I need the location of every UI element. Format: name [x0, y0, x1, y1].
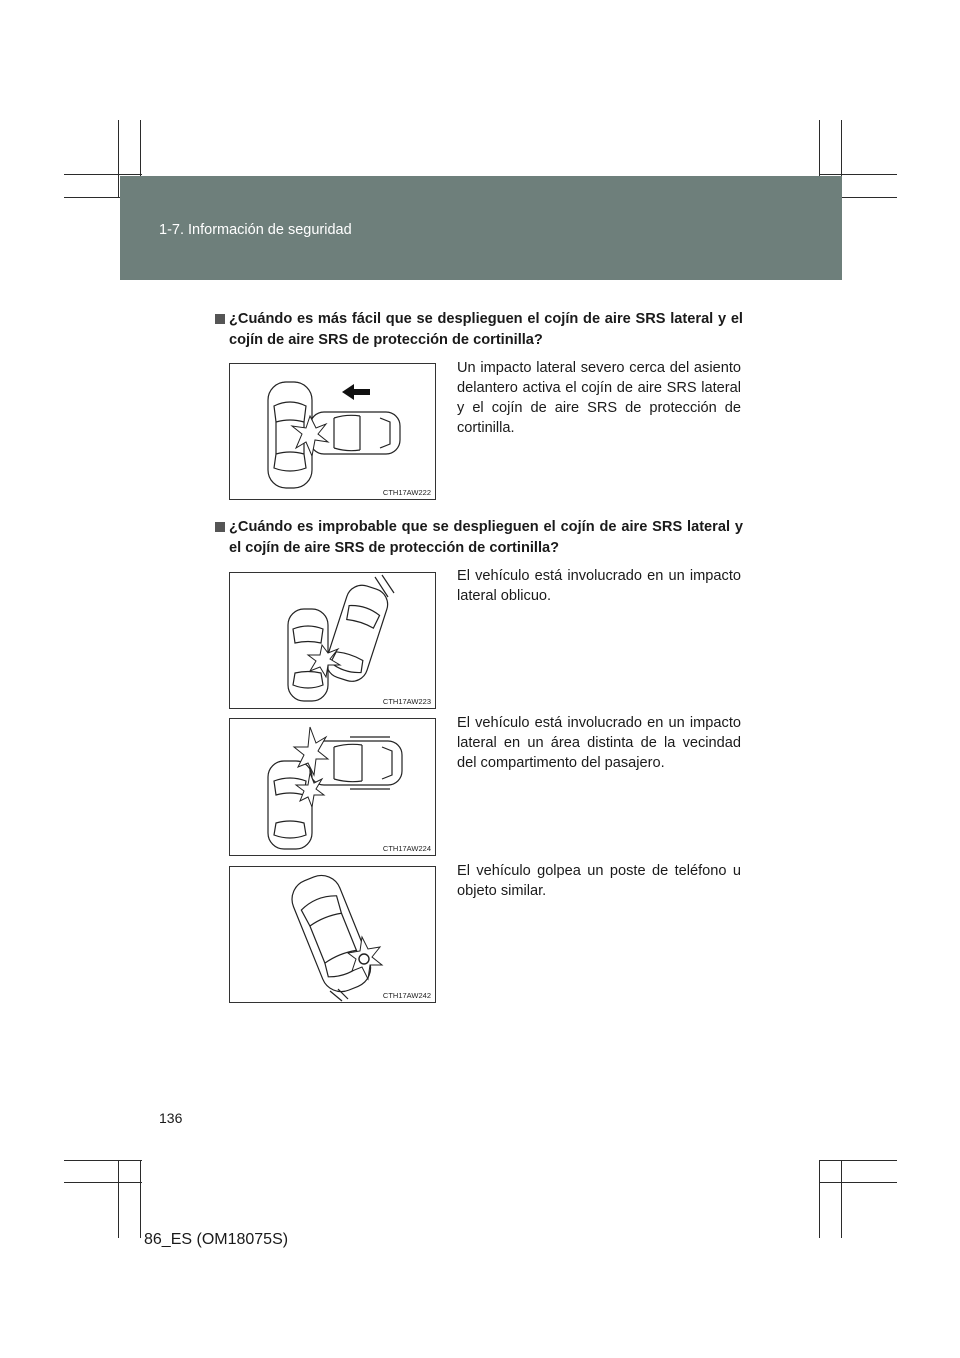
figure-rear-side-impact: [229, 718, 436, 856]
figure-description: El vehículo está involucrado en un impacto lateral en un área distinta de la vecindad del compartimento del pasajero.: [457, 715, 741, 771]
crop-mark: [118, 1160, 119, 1238]
question-heading: [215, 517, 743, 559]
figure-code: CTH17AW242: [382, 991, 431, 1000]
collision-illustration: [230, 364, 435, 499]
crop-mark: [819, 1182, 897, 1183]
crop-mark: [819, 174, 897, 175]
collision-illustration: [230, 719, 435, 855]
document-id: 86_ES (OM18075S): [144, 1231, 289, 1248]
heading-text: ¿Cuándo es improbable que se desplieguen el cojín de aire SRS lateral y el cojín de aire SRS de protección de cortinilla?: [229, 519, 743, 556]
crop-mark: [140, 1160, 141, 1238]
crop-mark: [118, 120, 119, 198]
figure-oblique-impact: [229, 572, 436, 709]
figure-description: El vehículo golpea un poste de teléfono u objeto similar.: [457, 863, 741, 899]
heading-text: ¿Cuándo es más fácil que se desplieguen el cojín de aire SRS lateral y el cojín de aire SRS de protección de cortinilla?: [229, 311, 743, 348]
crop-mark: [819, 1160, 897, 1161]
figure-pole-impact: [229, 866, 436, 1003]
collision-illustration: [230, 573, 435, 708]
section-title: 1-7. Información de seguridad: [159, 222, 352, 238]
figure-description: El vehículo está involucrado en un impacto lateral oblicuo.: [457, 568, 741, 604]
crop-mark: [64, 174, 142, 175]
question-heading: [215, 309, 743, 351]
crop-mark: [64, 1160, 142, 1161]
figure-side-impact: [229, 363, 436, 500]
square-bullet-icon: [215, 314, 225, 324]
figure-code: CTH17AW224: [382, 844, 431, 853]
collision-illustration: [230, 867, 435, 1002]
square-bullet-icon: [215, 522, 225, 532]
crop-mark: [841, 1160, 842, 1238]
crop-mark: [819, 1160, 820, 1238]
crop-mark: [64, 1182, 142, 1183]
figure-code: CTH17AW223: [382, 697, 431, 706]
figure-code: CTH17AW222: [382, 488, 431, 497]
figure-description: Un impacto lateral severo cerca del asiento delantero activa el cojín de aire SRS lateral y el cojín de aire SRS de protección de cortinilla.: [457, 360, 741, 436]
page-number: 136: [159, 1110, 183, 1126]
